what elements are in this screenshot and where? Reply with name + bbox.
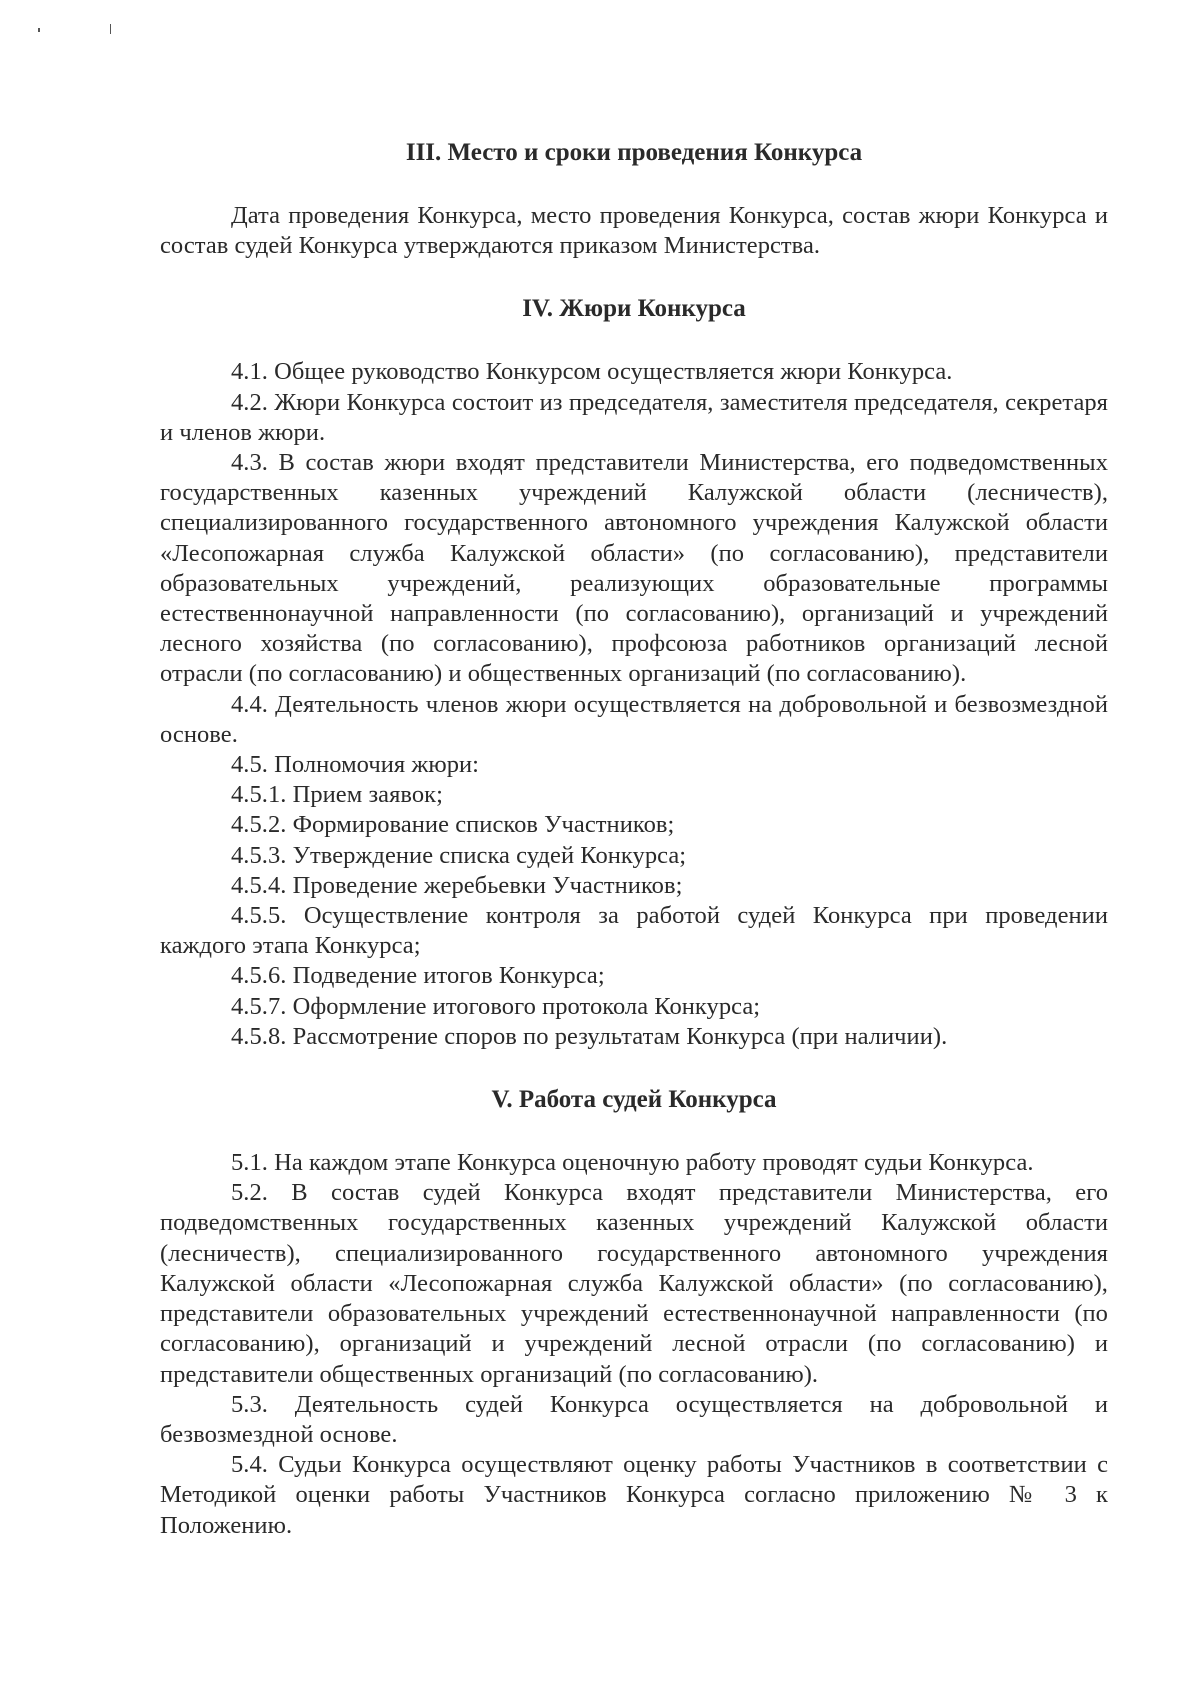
section-3-paragraph-1: Дата проведения Конкурса, место проведения Конкурса, состав жюри Конкурса и состав судей Конкурса утверждаются приказом Министерства. xyxy=(160,202,1108,260)
clause-4-3: 4.3. В состав жюри входят представители Министерства, его подведомственных государственных казенных учреждений Калужской области (лесничеств), специализированного государственного автономного учреждения Калужской области «Лесопожарная служба Калужской области» (по согласованию), представители образовательных учреждений, реализующих образовательные программы естественнонаучной направленности (по согласованию), организаций и учреждений лесного хозяйства (по согласованию), профсоюза работников организаций лесной отрасли (по согласованию) и общественных организаций (по согласованию). xyxy=(160,449,1108,688)
clause-4-5-1: 4.5.1. Прием заявок; xyxy=(231,781,443,809)
clause-4-5: 4.5. Полномочия жюри: xyxy=(231,751,480,779)
clause-4-5-2: 4.5.2. Формирование списков Участников; xyxy=(231,811,675,839)
clause-4-5-8: 4.5.8. Рассмотрение споров по результатам Конкурса (при наличии). xyxy=(231,1022,948,1050)
clause-4-5-6: 4.5.6. Подведение итогов Конкурса; xyxy=(231,962,605,990)
section-4-title: IV. Жюри Конкурса xyxy=(522,295,746,323)
section-3-title: III. Место и сроки проведения Конкурса xyxy=(405,139,863,166)
clause-4-5-4: 4.5.4. Проведение жеребьевки Участников; xyxy=(231,871,683,899)
clause-4-4: 4.4. Деятельность членов жюри осуществляется на добровольной и безвозмездной основе. xyxy=(160,690,1108,748)
section-5-title: V. Работа судей Конкурса xyxy=(491,1086,777,1114)
clause-4-1: 4.1. Общее руководство Конкурсом осуществляется жюри Конкурса. xyxy=(231,358,953,386)
clause-5-2: 5.2. В состав судей Конкурса входят представители Министерства, его подведомственных государственных казенных учреждений Калужской области (лесничеств), специализированного государственного автономного учреждения Калужской области «Лесопожарная служба Калужской области» (по согласованию), представители образовательных учреждений естественнонаучной направленности (по согласованию), организаций и учреждений лесной отрасли (по согласованию) и представители общественных организаций (по согласованию). xyxy=(160,1179,1108,1388)
clause-5-3: 5.3. Деятельность судей Конкурса осуществляется на добровольной и безвозмездной основе. xyxy=(160,1390,1108,1448)
clause-5-1: 5.1. На каждом этапе Конкурса оценочную работу проводят судьи Конкурса. xyxy=(231,1149,1034,1177)
document-body xyxy=(160,138,1108,1541)
clause-4-5-5: 4.5.5. Осуществление контроля за работой судей Конкурса при проведении каждого этапа Конкурса; xyxy=(160,902,1108,960)
scan-speck xyxy=(110,24,111,34)
clause-4-2: 4.2. Жюри Конкурса состоит из председателя, заместителя председателя, секретаря и членов жюри. xyxy=(160,388,1108,446)
scan-speck xyxy=(38,28,40,32)
clause-5-4: 5.4. Судьи Конкурса осуществляют оценку работы Участников в соответствии с Методикой оценки работы Участников Конкурса согласно приложению № 3 к Положению. xyxy=(160,1451,1108,1539)
clause-4-5-7: 4.5.7. Оформление итогового протокола Конкурса; xyxy=(231,992,761,1020)
clause-4-5-3: 4.5.3. Утверждение списка судей Конкурса; xyxy=(231,841,687,869)
